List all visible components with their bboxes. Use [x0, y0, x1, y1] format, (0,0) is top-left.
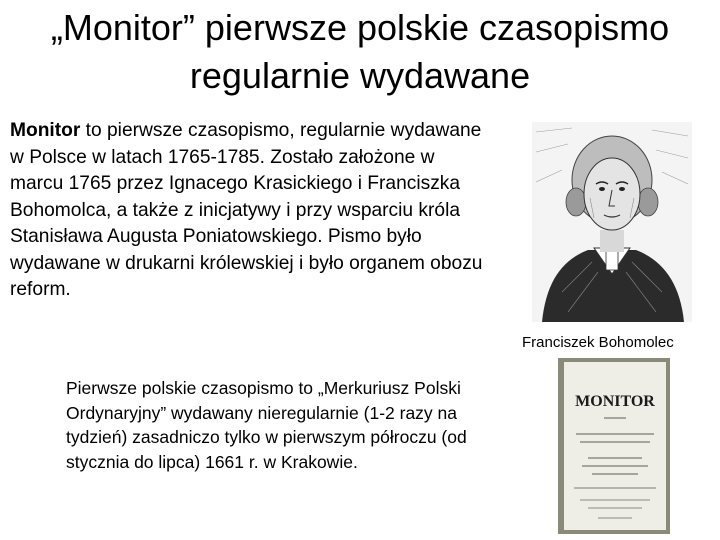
slide-title: „Monitor” pierwsze polskie czasopismo regularnie wydawane	[50, 7, 670, 96]
monitor-bold-lead: Monitor	[10, 120, 81, 141]
paragraph-merkuriusz: Pierwsze polskie czasopismo to „Merkuriusz Polski Ordynaryjny” wydawany nieregularnie (1-2 razy na tydzień) zasadniczo tylko w pierwszym półroczu (od stycznia do lipca) 1661 r. w Krakowie.	[66, 378, 467, 472]
cover-title: MONITOR	[575, 393, 655, 410]
portrait-image	[532, 122, 692, 322]
portrait-caption: Franciszek Bohomolec	[522, 334, 674, 351]
monitor-description: to pierwsze czasopismo, regularnie wydawane w Polsce w latach 1765-1785. Zostało założone w marcu 1765 przez Ignacego Krasickiego i Franciszka Bohomolca, a także z inicjatywy i przy wsparciu króla Stanisława Augusta Poniatowskiego. Pismo było wydawane w drukarni królewskiej i było organem obozu reform.	[10, 120, 483, 300]
paragraph-monitor	[10, 118, 490, 304]
monitor-cover-image	[558, 358, 670, 534]
